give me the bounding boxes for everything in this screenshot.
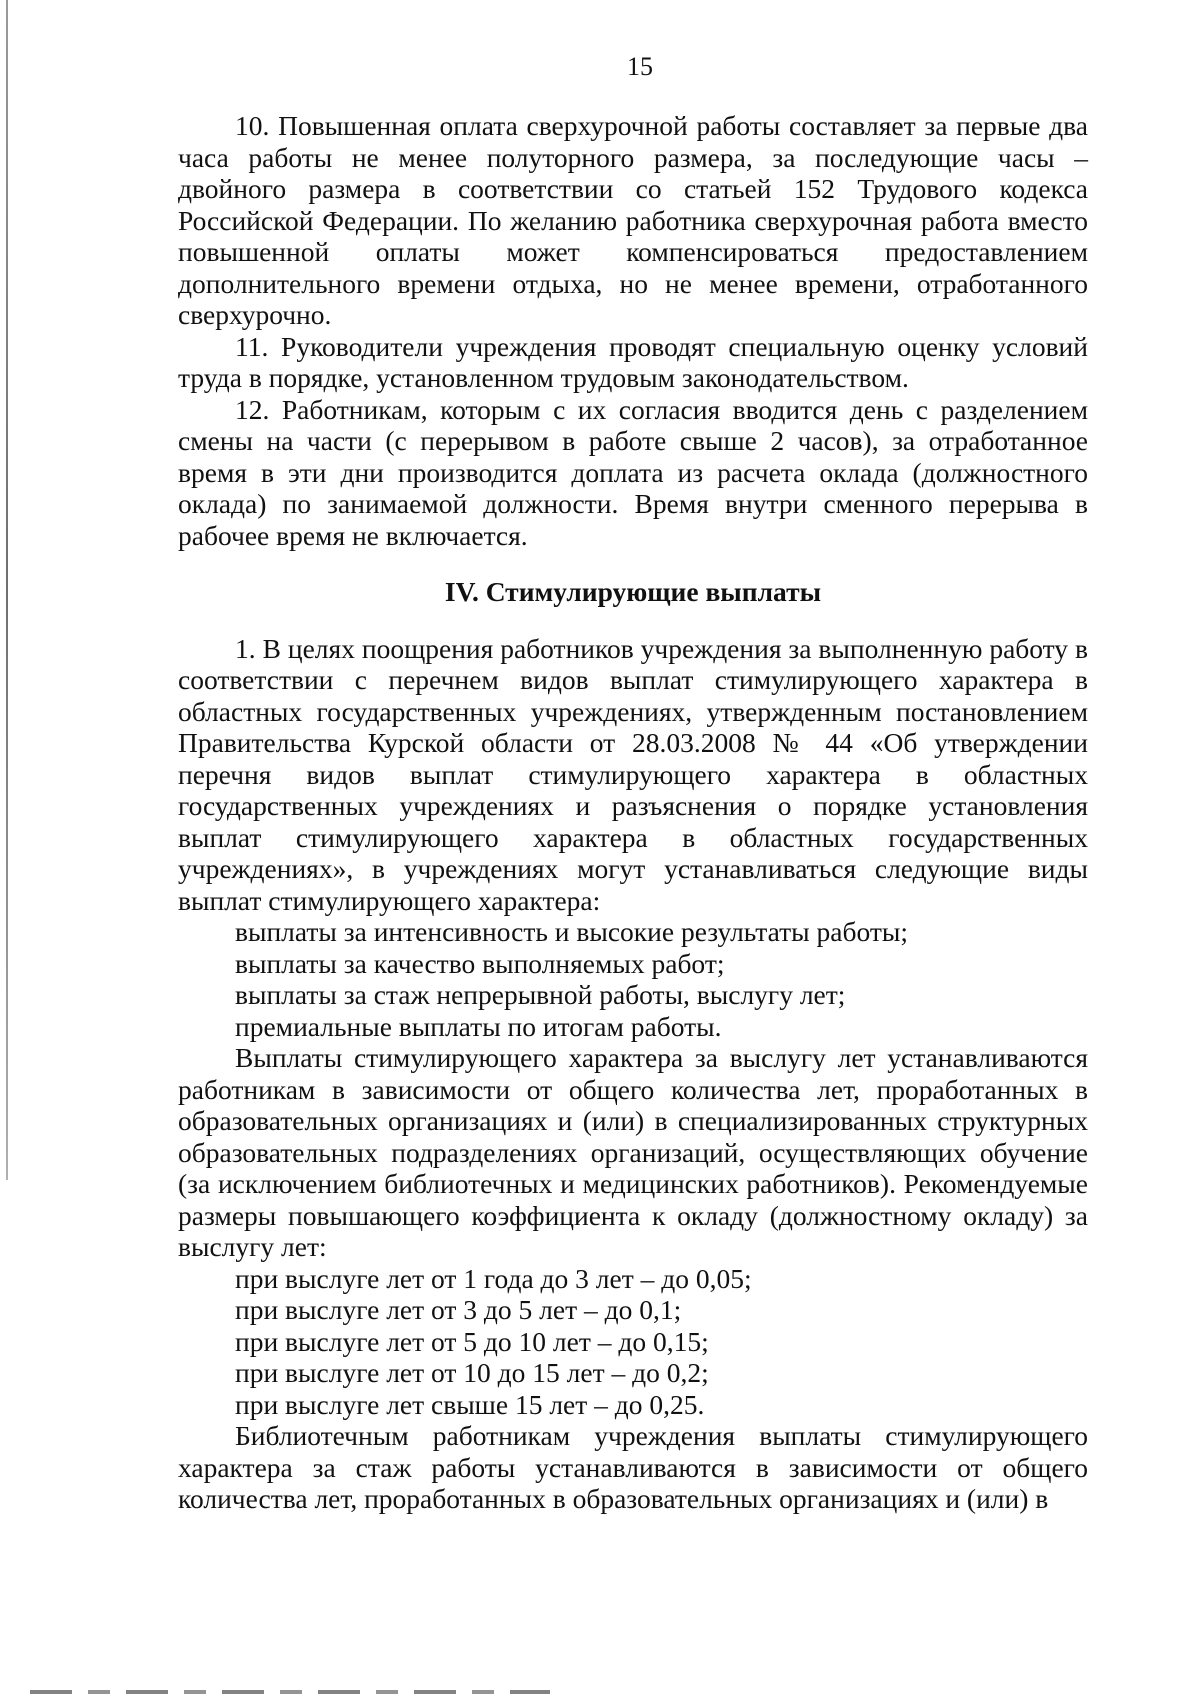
scan-edge-line xyxy=(6,0,8,1180)
paragraph-10-overtime-pay: 10. Повышенная оплата сверхурочной работы составляет за первые два часа работы не менее полуторного размера, за последующие часы – двойного размера в соответствии со статьей 152 Трудового кодекса Российской Федерации. По желанию работника сверхурочная работа вместо повышенной оплаты может компенсироваться предоставлением дополнительного времени отдыха, но не менее времени, отработанного сверхурочно. xyxy=(178,110,1088,330)
payment-type-item: премиальные выплаты по итогам работы. xyxy=(235,1010,722,1042)
seniority-coefficient-item: при выслуге лет от 1 года до 3 лет – до 0,05; xyxy=(235,1262,752,1294)
payment-type-item: выплаты за интенсивность и высокие результаты работы; xyxy=(235,916,908,947)
seniority-coefficient-item: при выслуге лет от 10 до 15 лет – до 0,2; xyxy=(235,1357,709,1388)
document-body xyxy=(178,110,1088,1515)
page-number: 15 xyxy=(627,52,653,81)
seniority-coefficient-item: при выслуге лет от 5 до 10 лет – до 0,15; xyxy=(235,1325,709,1357)
library-workers-paragraph: Библиотечным работникам учреждения выплаты стимулирующего характера за стаж работы устанавливаются в зависимости от общего количества лет, проработанных в образовательных организациях и (или) в xyxy=(178,1420,1088,1514)
scan-bottom-artifact xyxy=(30,1690,550,1694)
payment-type-item: выплаты за стаж непрерывной работы, выслугу лет; xyxy=(235,979,846,1010)
seniority-coefficient-item: при выслуге лет от 3 до 5 лет – до 0,1; xyxy=(235,1294,682,1325)
seniority-paragraph: Выплаты стимулирующего характера за выслугу лет устанавливаются работникам в зависимости от общего количества лет, проработанных в образовательных организациях и (или) в специализированных структурных образовательных подразделениях организаций, осуществляющих обучение (за исключением библиотечных и медицинских работников). Рекомендуемые размеры повышающего коэффициента к окладу (должностному окладу) за выслугу лет: xyxy=(178,1042,1088,1262)
section-heading: IV. Стимулирующие выплаты xyxy=(444,576,822,607)
seniority-coefficient-item: при выслуге лет свыше 15 лет – до 0,25. xyxy=(235,1388,705,1420)
section-intro-paragraph: 1. В целях поощрения работников учреждения за выполненную работу в соответствии с перечнем видов выплат стимулирующего характера в областных государственных учреждениях, утвержденным постановлением Правительства Курской области от 28.03.2008 № 44 «Об утверждении перечня видов выплат стимулирующего характера в областных государственных учреждениях и разъяснения о порядке установления выплат стимулирующего характера в областных государственных учреждениях», в учреждениях могут устанавливаться следующие виды выплат стимулирующего характера: xyxy=(178,632,1088,916)
paragraph-11-working-conditions: 11. Руководители учреждения проводят специальную оценку условий труда в порядке, установленном трудовым законодательством. xyxy=(178,330,1088,393)
payment-type-item: выплаты за качество выполняемых работ; xyxy=(235,947,725,979)
paragraph-12-split-shift: 12. Работникам, которым с их согласия вводится день с разделением смены на части (с перерывом в работе свыше 2 часов), за отработанное время в эти дни производится доплата из расчета оклада (должностного оклада) по занимаемой должности. Время внутри сменного перерыва в рабочее время не включается. xyxy=(178,393,1088,551)
